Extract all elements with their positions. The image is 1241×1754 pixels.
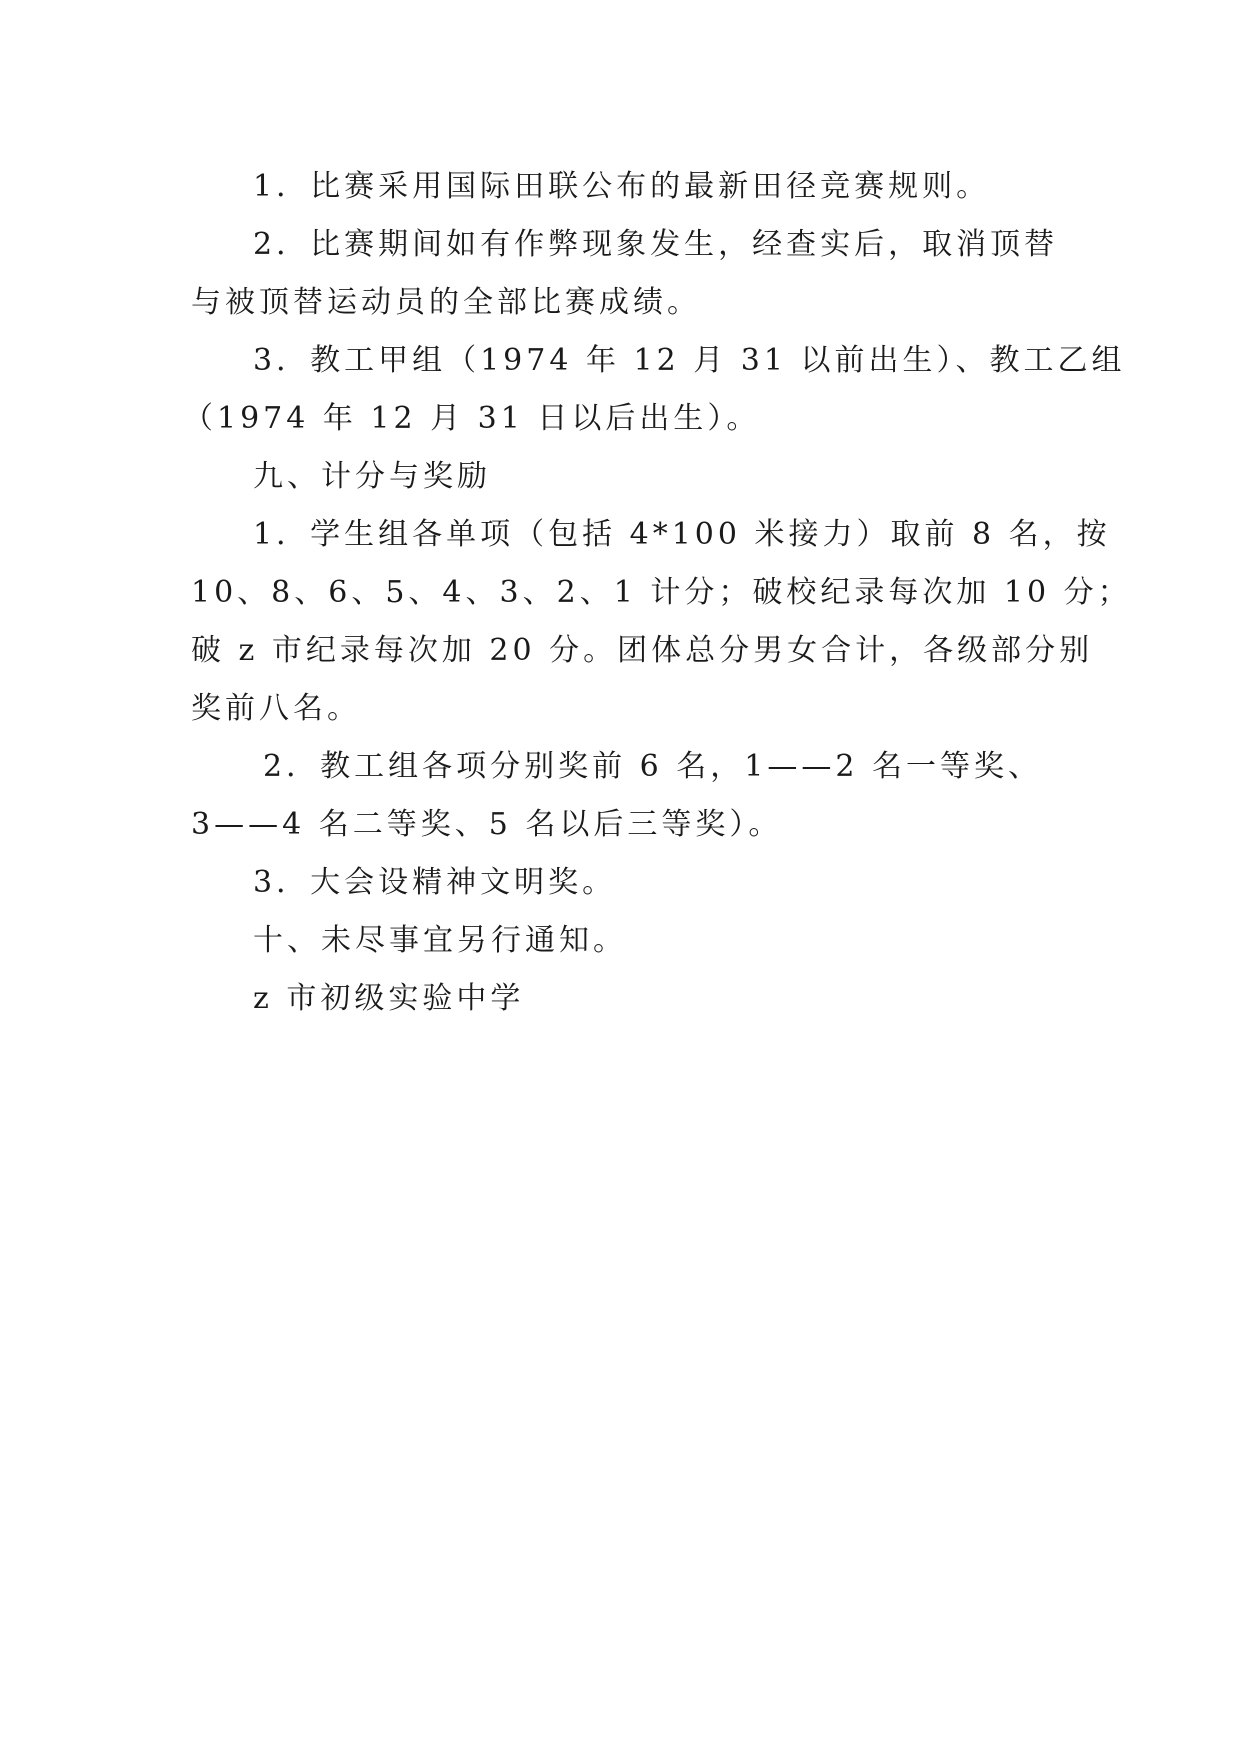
signature-organization: z 市初级实验中学: [253, 981, 525, 1016]
rule-item-3-line-1: 3．教工甲组（1974 年 12 月 31 以前出生）、教工乙组: [253, 343, 1126, 378]
rule-item-2-line-2: 与被顶替运动员的全部比赛成绩。: [191, 285, 701, 320]
rule-item-2-line-1: 2．比赛期间如有作弊现象发生，经查实后，取消顶替: [253, 227, 1059, 262]
scoring-item-2-line-2: 3——4 名二等奖、5 名以后三等奖）。: [191, 807, 783, 842]
scoring-item-1-line-4: 奖前八名。: [191, 691, 361, 726]
scoring-item-2-line-1: 2．教工组各项分别奖前 6 名，1——2 名一等奖、: [263, 749, 1042, 784]
document-body: [183, 158, 1132, 1028]
scoring-item-1-line-1: 1．学生组各单项（包括 4*100 米接力）取前 8 名，按: [253, 517, 1111, 552]
scoring-item-1-line-3: 破 z 市纪录每次加 20 分。团体总分男女合计，各级部分别: [191, 633, 1094, 668]
rule-item-3-line-2: （1974 年 12 月 31 日以后出生）。: [183, 401, 761, 436]
section-heading-misc: 十、未尽事宜另行通知。: [253, 923, 627, 958]
scoring-item-3: 3．大会设精神文明奖。: [253, 865, 617, 900]
section-heading-scoring: 九、计分与奖励: [253, 459, 491, 494]
rule-item-1: 1．比赛采用国际田联公布的最新田径竞赛规则。: [253, 169, 991, 204]
scoring-item-1-line-2: 10、8、6、5、4、3、2、1 计分；破校纪录每次加 10 分；: [191, 575, 1132, 610]
